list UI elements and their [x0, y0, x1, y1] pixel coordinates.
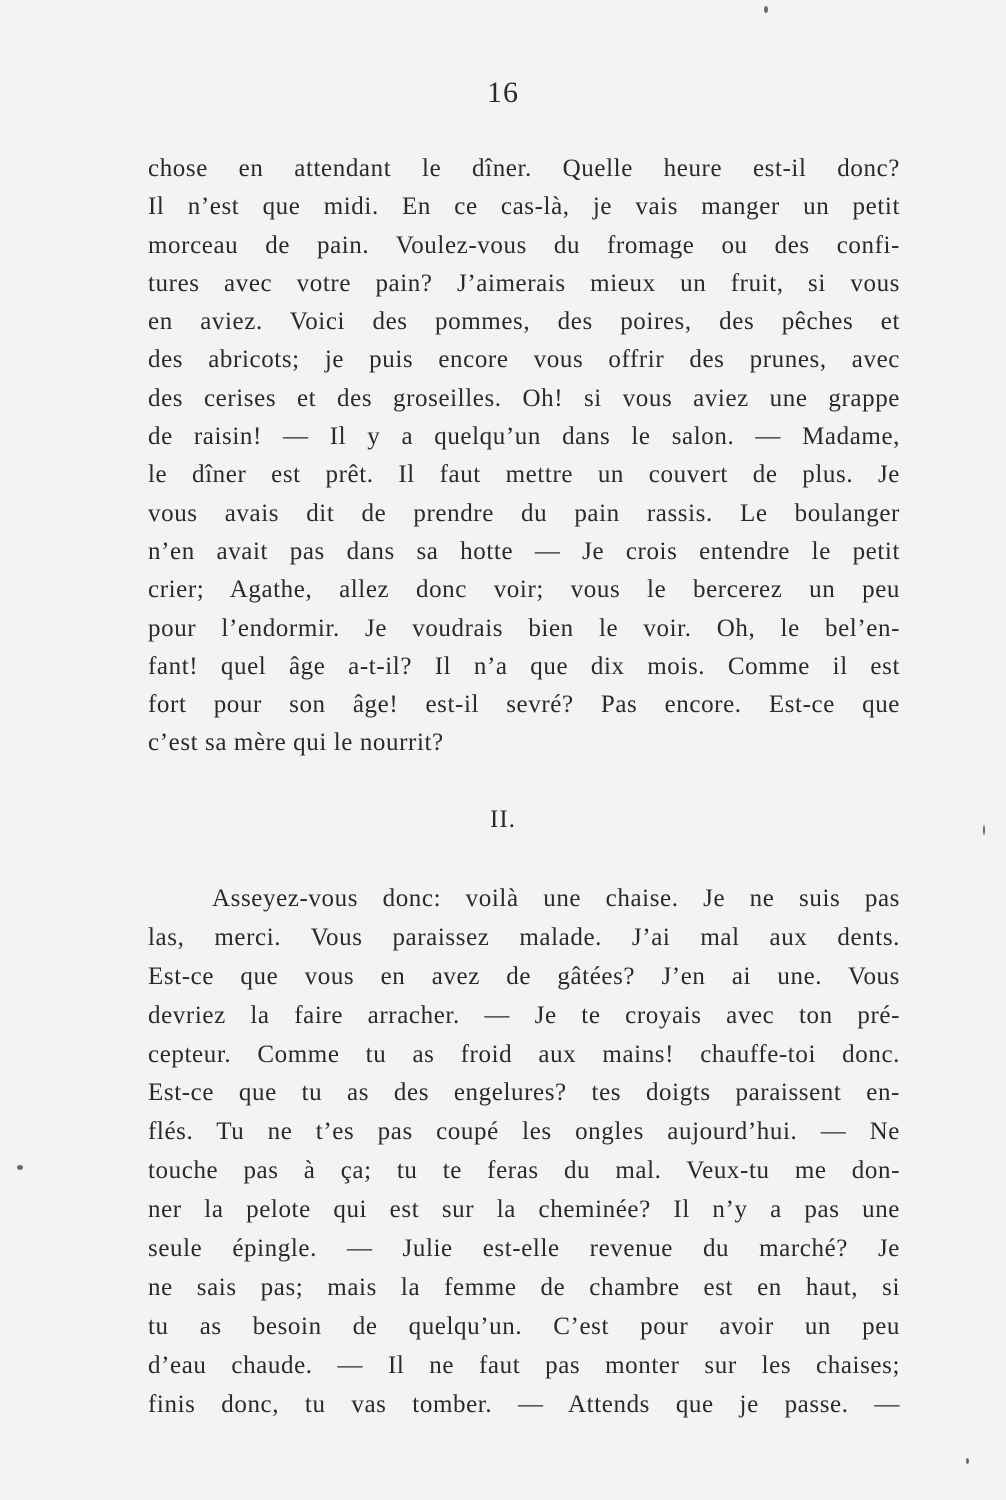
- text-line: c’est sa mère qui le nourrit?: [148, 729, 444, 757]
- text-line: tures avec votre pain? J’aimerais mieux un fruit, si vous: [148, 269, 900, 297]
- text-line: des cerises et des groseilles. Oh! si vous aviez une grappe: [148, 384, 900, 412]
- text-line: flés. Tu ne t’es pas coupé les ongles aujourd’hui. — Ne: [148, 1118, 900, 1146]
- scan-speck: [17, 1165, 23, 1170]
- text-line: vous avais dit de prendre du pain rassis. Le boulanger: [148, 499, 900, 527]
- text-line: de raisin! — Il y a quelqu’un dans le salon. — Madame,: [148, 423, 900, 451]
- text-line: seule épingle. — Julie est-elle revenue du marché? Je: [148, 1235, 900, 1263]
- text-block-1: [148, 150, 900, 763]
- text-line: ner la pelote qui est sur la cheminée? Il n’y a pas une: [148, 1196, 900, 1224]
- text-line: ne sais pas; mais la femme de chambre est en haut, si: [148, 1273, 900, 1301]
- text-line: finis donc, tu vas tomber. — Attends que je passe. —: [148, 1390, 900, 1418]
- text-line: Asseyez-vous donc: voilà une chaise. Je ne suis pas: [212, 885, 900, 912]
- scan-speck: [764, 6, 768, 13]
- text-line: fort pour son âge! est-il sevré? Pas encore. Est-ce que: [148, 691, 900, 719]
- section-heading: II.: [490, 806, 516, 833]
- text-line: crier; Agathe, allez donc voir; vous le bercerez un peu: [148, 576, 900, 604]
- text-line: tu as besoin de quelqu’un. C’est pour avoir un peu: [148, 1312, 900, 1340]
- text-line: Est-ce que vous en avez de gâtées? J’en ai une. Vous: [148, 962, 900, 990]
- text-line: n’en avait pas dans sa hotte — Je crois entendre le petit: [148, 537, 900, 565]
- text-line: devriez la faire arracher. — Je te croyais avec ton pré-: [148, 1001, 900, 1029]
- text-line: cepteur. Comme tu as froid aux mains! chauffe-toi donc.: [148, 1040, 900, 1068]
- text-line: le dîner est prêt. Il faut mettre un couvert de plus. Je: [148, 461, 900, 489]
- text-line: en aviez. Voici des pommes, des poires, des pêches et: [148, 308, 900, 336]
- page-number: 16: [487, 76, 519, 109]
- text-line: fant! quel âge a-t-il? Il n’a que dix mois. Comme il est: [148, 652, 900, 680]
- text-line: touche pas à ça; tu te feras du mal. Veux-tu me don-: [148, 1157, 900, 1185]
- scan-speck: [983, 825, 985, 835]
- text-line: chose en attendant le dîner. Quelle heure est-il donc?: [148, 155, 900, 182]
- text-line: d’eau chaude. — Il ne faut pas monter sur les chaises;: [148, 1351, 900, 1379]
- text-line: morceau de pain. Voulez-vous du fromage ou des confi-: [148, 231, 900, 259]
- text-line: des abricots; je puis encore vous offrir des prunes, avec: [148, 346, 900, 374]
- text-line: las, merci. Vous paraissez malade. J’ai mal aux dents.: [148, 923, 900, 951]
- scan-speck: [966, 1458, 969, 1464]
- text-block-2: [148, 880, 900, 1424]
- text-line: Il n’est que midi. En ce cas-là, je vais manger un petit: [148, 193, 900, 221]
- text-line: Est-ce que tu as des engelures? tes doigts paraissent en-: [148, 1079, 900, 1107]
- text-line: pour l’endormir. Je voudrais bien le voir. Oh, le bel’en-: [148, 614, 900, 642]
